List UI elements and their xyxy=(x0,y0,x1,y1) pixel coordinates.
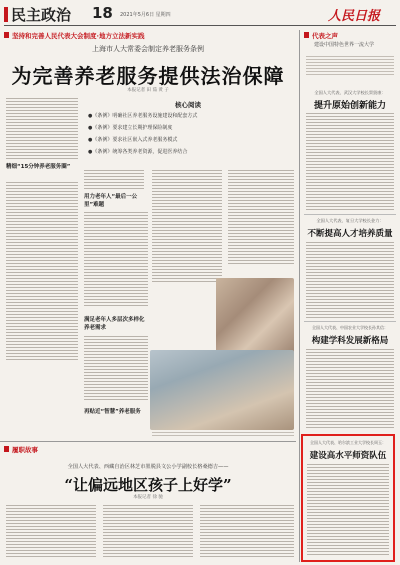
body-text-block xyxy=(84,336,148,404)
body-text-block xyxy=(152,170,222,290)
subhead-service-circle: 精细“15分钟养老服务圈” xyxy=(6,164,71,170)
body-text-block xyxy=(84,212,148,312)
core-item: ●《条例》明确社区养老服务设施建设和配套方式 xyxy=(88,113,198,119)
body-text-block xyxy=(200,505,294,560)
body-text-block xyxy=(6,98,78,164)
core-reading-box xyxy=(84,100,292,165)
core-item: ●《条例》要求建立长期护理保险制度 xyxy=(88,125,173,131)
section-title: 民主政治 xyxy=(11,6,72,24)
body-text-block xyxy=(306,113,394,211)
right-banner-subtitle: 建设中国特色世界一流大学 xyxy=(314,42,375,48)
right-banner xyxy=(304,31,396,51)
issue-date: 2021年5月6日 星期四 xyxy=(120,12,171,18)
article-headline: 不断提高人才培养质量 xyxy=(307,229,393,239)
lower-byline: 本报记者 徐 驰 xyxy=(133,495,163,500)
lower-kicker: 全国人大代表、西藏自治区林芝市墨脱县文公小学副校长格桑德吉—— xyxy=(67,464,229,470)
left-banner-text: 坚持和完善人民代表大会制度·地方立法新实践 xyxy=(12,32,145,40)
intro-text xyxy=(306,56,394,78)
photo-caption xyxy=(152,432,294,438)
core-item: ●《条例》要求社区嵌入式养老服务模式 xyxy=(88,137,178,143)
banner-square xyxy=(304,32,309,38)
lower-banner xyxy=(4,445,124,454)
section-marker xyxy=(4,7,8,22)
body-text-block xyxy=(306,349,394,429)
subhead-last-mile: 用力老年人“最后一公里”难题 xyxy=(84,194,138,208)
left-banner xyxy=(4,31,294,40)
article-headline: 构建学科发展新格局 xyxy=(311,336,389,346)
main-headline: 为完善养老服务提供法治保障 xyxy=(11,64,285,88)
article-kicker: 全国人大代表、哈尔滨工业大学校长周玉： xyxy=(310,440,386,445)
lower-headline: “让偏远地区孩子上好学” xyxy=(64,476,232,494)
newspaper-logo: 人民日报 xyxy=(328,9,381,24)
body-text-block xyxy=(103,505,193,560)
article-divider xyxy=(304,214,396,215)
body-text-block xyxy=(228,170,294,270)
body-text-block xyxy=(84,170,144,192)
subhead-diverse-needs: 满足老年人多层次多样化养老需求 xyxy=(84,317,145,331)
masthead-rule xyxy=(4,25,396,26)
main-kicker: 上海市人大常委会制定养老服务条例 xyxy=(92,45,204,53)
article-kicker: 全国人大代表、复旦大学校长金力： xyxy=(316,218,384,223)
banner-square xyxy=(4,32,9,38)
body-text-block xyxy=(307,464,389,558)
right-banner-text: 代表之声 xyxy=(312,32,338,40)
article-kicker: 全国人大代表、武汉大学校长窦贤康： xyxy=(314,90,386,95)
elderly-smart-device-photo xyxy=(150,350,294,430)
highlighted-article-box xyxy=(301,434,395,562)
body-text-block xyxy=(6,182,78,372)
article-headline: 提升原始创新能力 xyxy=(313,101,386,111)
article-kicker: 全国人大代表、中国农业大学校长孙其信： xyxy=(312,325,388,330)
main-byline: 本报记者 田 茹 黄 子 xyxy=(127,88,169,93)
body-text-block xyxy=(306,242,394,318)
article-divider xyxy=(304,321,396,322)
section-divider xyxy=(0,441,296,442)
body-text-block xyxy=(6,505,96,560)
column-divider xyxy=(299,30,300,562)
banner-square xyxy=(4,446,9,452)
core-reading-title: 核心阅读 xyxy=(175,101,201,109)
lower-banner-text: 履职故事 xyxy=(12,446,38,454)
masthead xyxy=(0,0,400,30)
page-number: 18 xyxy=(92,4,113,22)
article-headline: 建设高水平师资队伍 xyxy=(309,451,387,461)
core-item: ●《条例》统筹各类养老资源，促进医养结合 xyxy=(88,149,188,155)
subhead-smart-care: 再贴近“智慧”养老服务 xyxy=(84,409,141,415)
